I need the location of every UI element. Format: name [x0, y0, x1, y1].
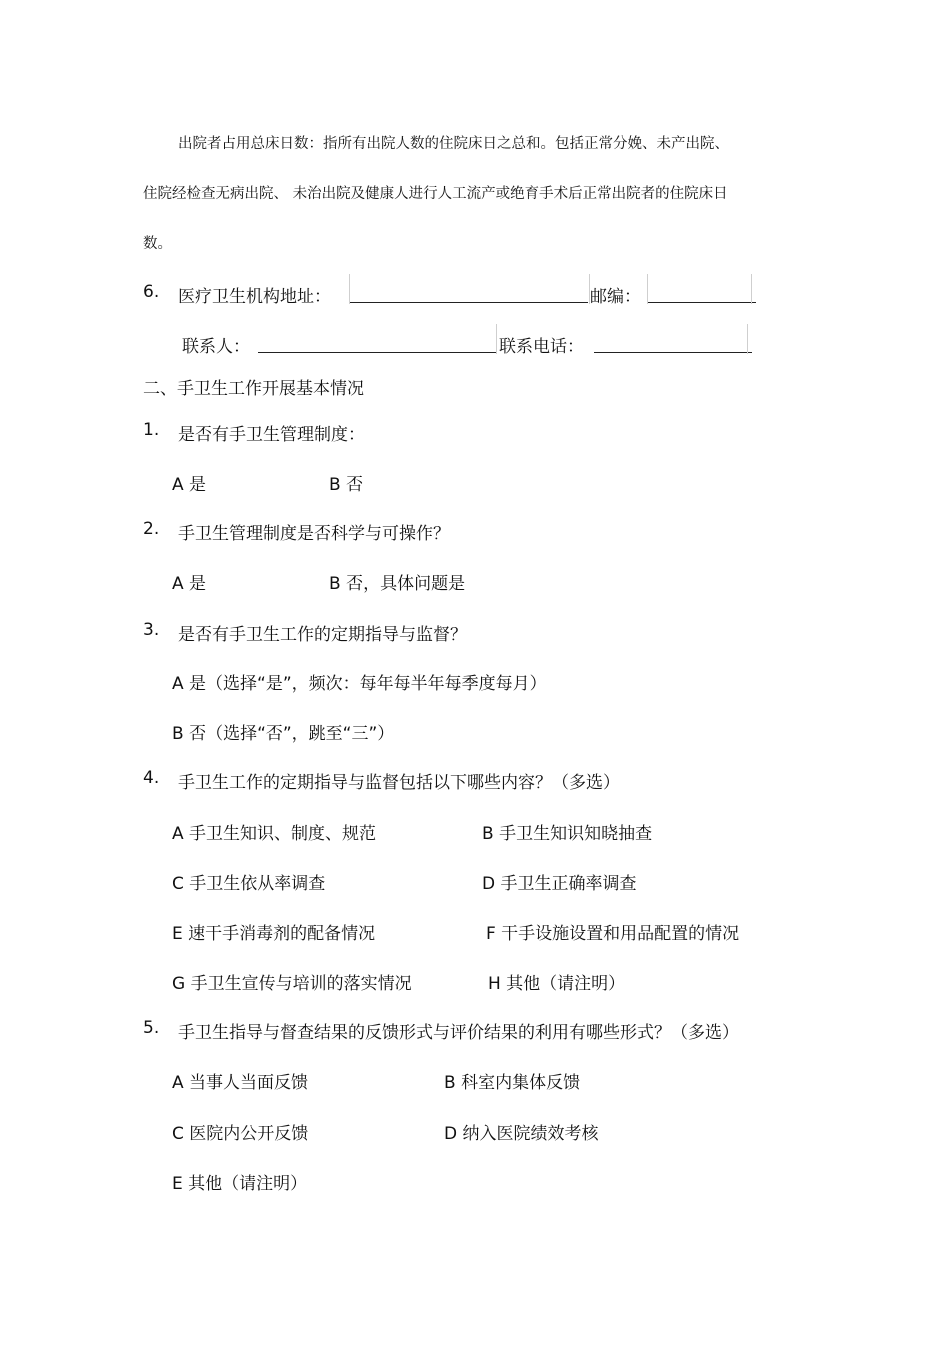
q4-number: 4.: [143, 768, 160, 788]
field-divider: [496, 324, 497, 354]
q5-text: 手卫生指导与督查结果的反馈形式与评价结果的利用有哪些形式？（多选）: [178, 1023, 739, 1043]
contact-field[interactable]: [258, 352, 496, 353]
section-2-title: 二、手卫生工作开展基本情况: [143, 379, 364, 399]
q5-option-c[interactable]: C 医院内公开反馈: [172, 1124, 309, 1144]
q2-text: 手卫生管理制度是否科学与可操作？: [178, 524, 450, 544]
address-label: 医疗卫生机构地址：: [178, 287, 331, 307]
field-divider: [647, 274, 648, 304]
q3-option-a[interactable]: A 是（选择“是”，频次：每年每半年每季度每月）: [172, 674, 547, 694]
q3-option-b[interactable]: B 否（选择“否”，跳至“三”）: [172, 724, 395, 744]
definition-line-2: 住院经检查无病出院、 未治出院及健康人进行人工流产或绝育手术后正常出院者的住院床日: [143, 186, 728, 202]
contact-label: 联系人：: [182, 337, 250, 357]
q2-option-b[interactable]: B 否，具体问题是: [329, 574, 466, 594]
phone-label: 联系电话：: [499, 337, 584, 357]
field-divider: [751, 274, 752, 304]
q4-option-g[interactable]: G 手卫生宣传与培训的落实情况: [172, 974, 412, 994]
q4-option-c[interactable]: C 手卫生依从率调查: [172, 874, 326, 894]
q2-option-a[interactable]: A 是: [172, 574, 207, 594]
q1-option-a[interactable]: A 是: [172, 475, 207, 495]
field-divider: [349, 274, 350, 304]
q1-number: 1.: [143, 420, 160, 440]
definition-line-3: 数。: [143, 236, 172, 252]
q5-option-b[interactable]: B 科室内集体反馈: [444, 1073, 581, 1093]
q5-option-d[interactable]: D 纳入医院绩效考核: [444, 1124, 599, 1144]
q4-text: 手卫生工作的定期指导与监督包括以下哪些内容？（多选）: [178, 773, 620, 793]
field-divider: [747, 324, 748, 354]
q5-number: 5.: [143, 1018, 160, 1038]
q3-text: 是否有手卫生工作的定期指导与监督？: [178, 625, 467, 645]
address-field[interactable]: [350, 302, 588, 303]
postcode-field[interactable]: [648, 302, 756, 303]
q5-option-e[interactable]: E 其他（请注明）: [172, 1174, 308, 1194]
q2-number: 2.: [143, 519, 160, 539]
q4-option-h[interactable]: H 其他（请注明）: [488, 974, 626, 994]
q4-option-a[interactable]: A 手卫生知识、制度、规范: [172, 824, 377, 844]
q5-option-a[interactable]: A 当事人当面反馈: [172, 1073, 309, 1093]
phone-field[interactable]: [594, 352, 752, 353]
q4-option-e[interactable]: E 速干手消毒剂的配备情况: [172, 924, 376, 944]
postcode-label: 邮编：: [590, 287, 641, 307]
definition-line-1: 出院者占用总床日数：指所有出院人数的住院床日之总和。包括正常分娩、未产出院、: [178, 136, 729, 152]
q4-option-b[interactable]: B 手卫生知识知晓抽查: [482, 824, 653, 844]
q4-option-f[interactable]: F 干手设施设置和用品配置的情况: [486, 924, 740, 944]
q4-option-d[interactable]: D 手卫生正确率调查: [482, 874, 637, 894]
q3-number: 3.: [143, 620, 160, 640]
q1-text: 是否有手卫生管理制度：: [178, 425, 365, 445]
item-6-number: 6.: [143, 282, 160, 302]
q1-option-b[interactable]: B 否: [329, 475, 364, 495]
